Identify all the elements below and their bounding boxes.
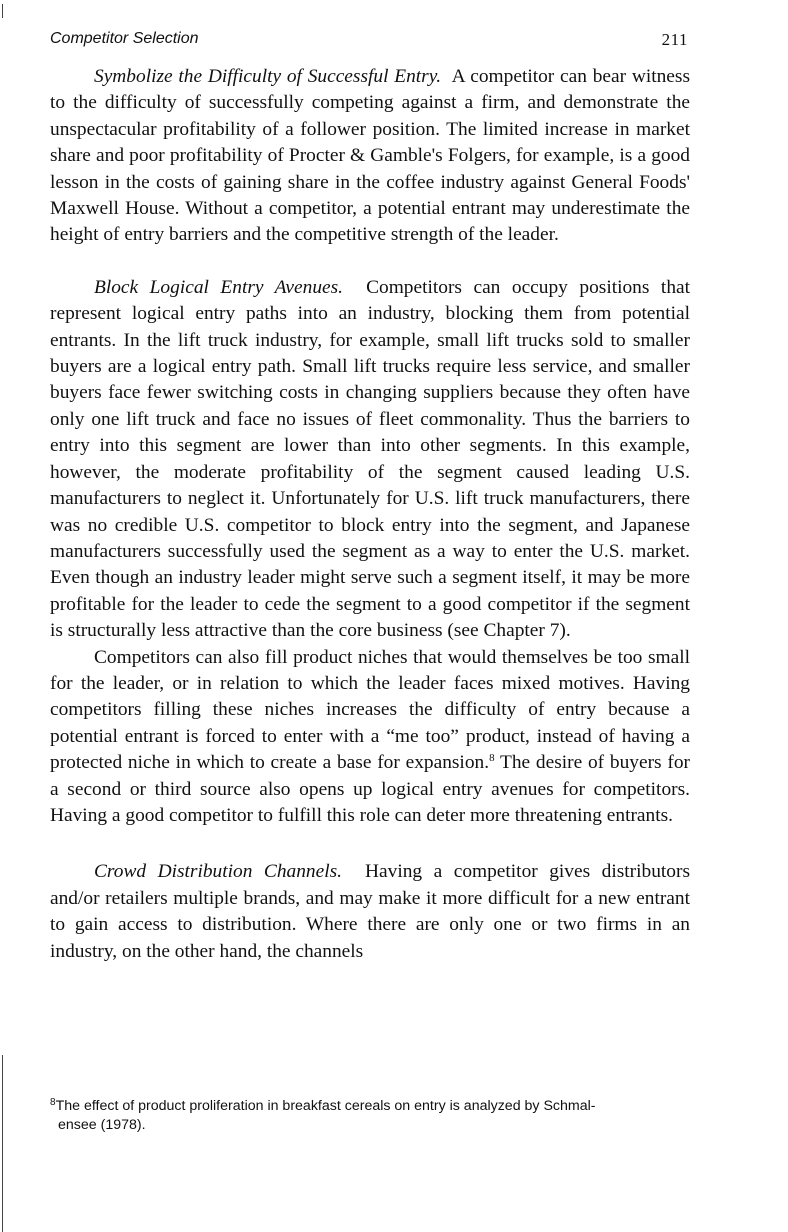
footnote-mark: 8	[50, 1097, 56, 1108]
body-text	[50, 64, 690, 965]
paragraph-text: The desire of buyers for a second or third source also opens up logical entry avenues for competitors. Having a good competitor to fulfill this role can deter more threatening entrants.	[50, 752, 690, 826]
footnote	[50, 1097, 690, 1135]
running-head-title: Competitor Selection	[50, 30, 199, 47]
paragraph-text: A competitor can bear witness to the difficulty of successfully competing against a firm, and demonstrate the unspectacular profitability of a follower position. The limited increase in market share and poor profitability of Procter & Gamble's Folgers, for example, is a good lesson in the costs of gaining share in the coffee industry against General Foods' Maxwell House. Without a competitor, a potential entrant may underestimate the height of entry barriers and the competitive strength of the leader.	[50, 66, 691, 246]
paragraph	[50, 275, 690, 645]
section-heading: Symbolize the Difficulty of Successful Entry.	[94, 66, 442, 87]
paragraph-text: Competitors can occupy positions that represent logical entry paths into an industry, blocking them from potential entrants. In the lift truck industry, for example, small lift trucks sold to smaller buyers are a logical entry path. Small lift trucks require less service, and smaller buyers face fewer switching costs in changing suppliers because they often have only one lift truck and face no issues of fleet commonality. Thus the barriers to entry into this segment are lower than into other segments. In this example, however, the moderate profitability of the segment caused leading U.S. manufacturers to neglect it. Unfortunately for U.S. lift truck manufacturers, there was no credible U.S. competitor to block entry into the segment, and Japanese manufacturers successfully used the segment as a way to enter the U.S. market. Even though an industry leader might serve such a segment itself, it may be more profitable for the leader to cede the segment to a good competitor if the segment is structurally less attractive than the core business (see Chapter 7).	[50, 276, 691, 642]
paragraph	[50, 859, 690, 965]
paragraph	[50, 645, 690, 830]
section-heading: Crowd Distribution Channels.	[94, 861, 343, 883]
footnote-text: The effect of product proliferation in breakfast cereals on entry is analyzed by Schmal-	[55, 1098, 596, 1114]
paragraph	[50, 64, 690, 249]
page-edge-mark	[2, 1055, 3, 1232]
page-edge-mark	[2, 4, 3, 18]
footnote-line	[50, 1097, 690, 1116]
page-number: 211	[661, 30, 688, 49]
section-heading: Block Logical Entry Avenues.	[94, 276, 344, 298]
paragraph-text: Competitors can also fill product niches that would themselves be too small for the leader, or in relation to which the leader faces mixed motives. Having competitors filling these niches increases the difficulty of entry because a potential entrant is forced to enter with a “me too” product, instead of having a protected niche in which to create a base for expansion.	[50, 646, 690, 774]
running-head	[50, 30, 688, 54]
footnote-reference: 8	[489, 752, 495, 765]
footnote-line: ensee (1978).	[58, 1117, 146, 1133]
paragraph-text: Having a competitor gives distributors and/or retailers multiple brands, and may make it more difficult for a new entrant to gain access to distribution. Where there are only one or two firms in an industry, on the other hand, the channels	[50, 861, 690, 962]
